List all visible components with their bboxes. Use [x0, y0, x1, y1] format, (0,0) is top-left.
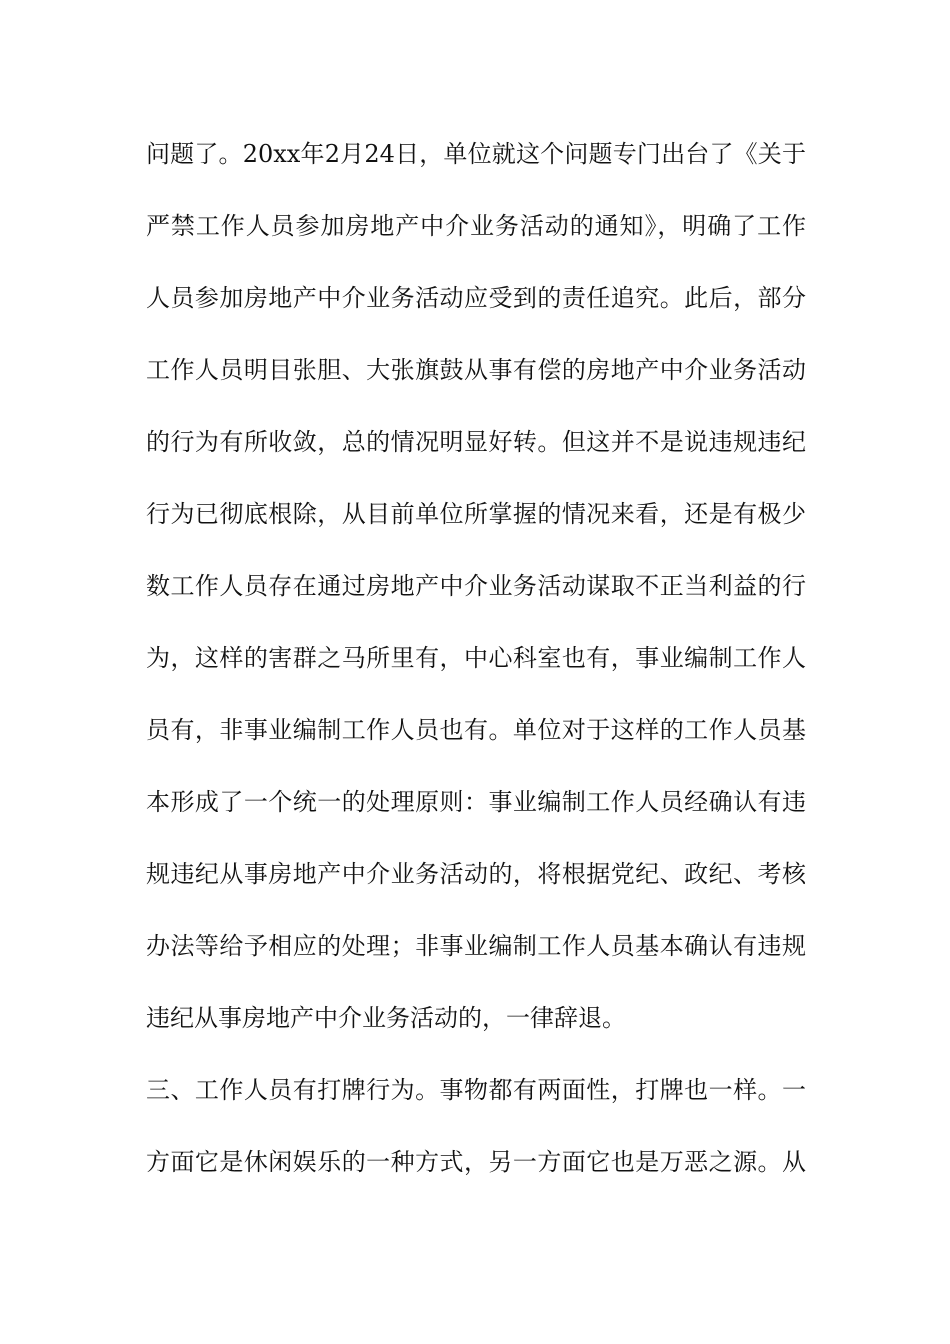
- text-line: 严禁工作人员参加房地产中介业务活动的通知》，明确了工作: [146, 212, 806, 240]
- text-line: 方面它是休闲娱乐的一种方式，另一方面它也是万恶之源。从: [146, 1148, 806, 1176]
- text-line: 违纪从事房地产中介业务活动的，一律辞退。: [146, 1004, 626, 1032]
- text-line: 本形成了一个统一的处理原则：事业编制工作人员经确认有违: [146, 788, 806, 816]
- text-line: 员有，非事业编制工作人员也有。单位对于这样的工作人员基: [146, 716, 806, 744]
- text-line: 工作人员明目张胆、大张旗鼓从事有偿的房地产中介业务活动: [146, 356, 806, 384]
- text-line: 三、工作人员有打牌行为。事物都有两面性，打牌也一样。一: [146, 1076, 806, 1104]
- text-line: 规违纪从事房地产中介业务活动的，将根据党纪、政纪、考核: [146, 860, 806, 888]
- text-line: 问题了。20xx年2月24日，单位就这个问题专门出台了《关于: [146, 140, 806, 168]
- text-line: 人员参加房地产中介业务活动应受到的责任追究。此后，部分: [146, 284, 806, 312]
- text-line: 行为已彻底根除，从目前单位所掌握的情况来看，还是有极少: [146, 500, 806, 528]
- text-line: 数工作人员存在通过房地产中介业务活动谋取不正当利益的行: [146, 572, 806, 600]
- text-line: 的行为有所收敛，总的情况明显好转。但这并不是说违规违纪: [146, 428, 806, 456]
- text-line: 为，这样的害群之马所里有，中心科室也有，事业编制工作人: [146, 644, 806, 672]
- text-line: 办法等给予相应的处理；非事业编制工作人员基本确认有违规: [146, 932, 806, 960]
